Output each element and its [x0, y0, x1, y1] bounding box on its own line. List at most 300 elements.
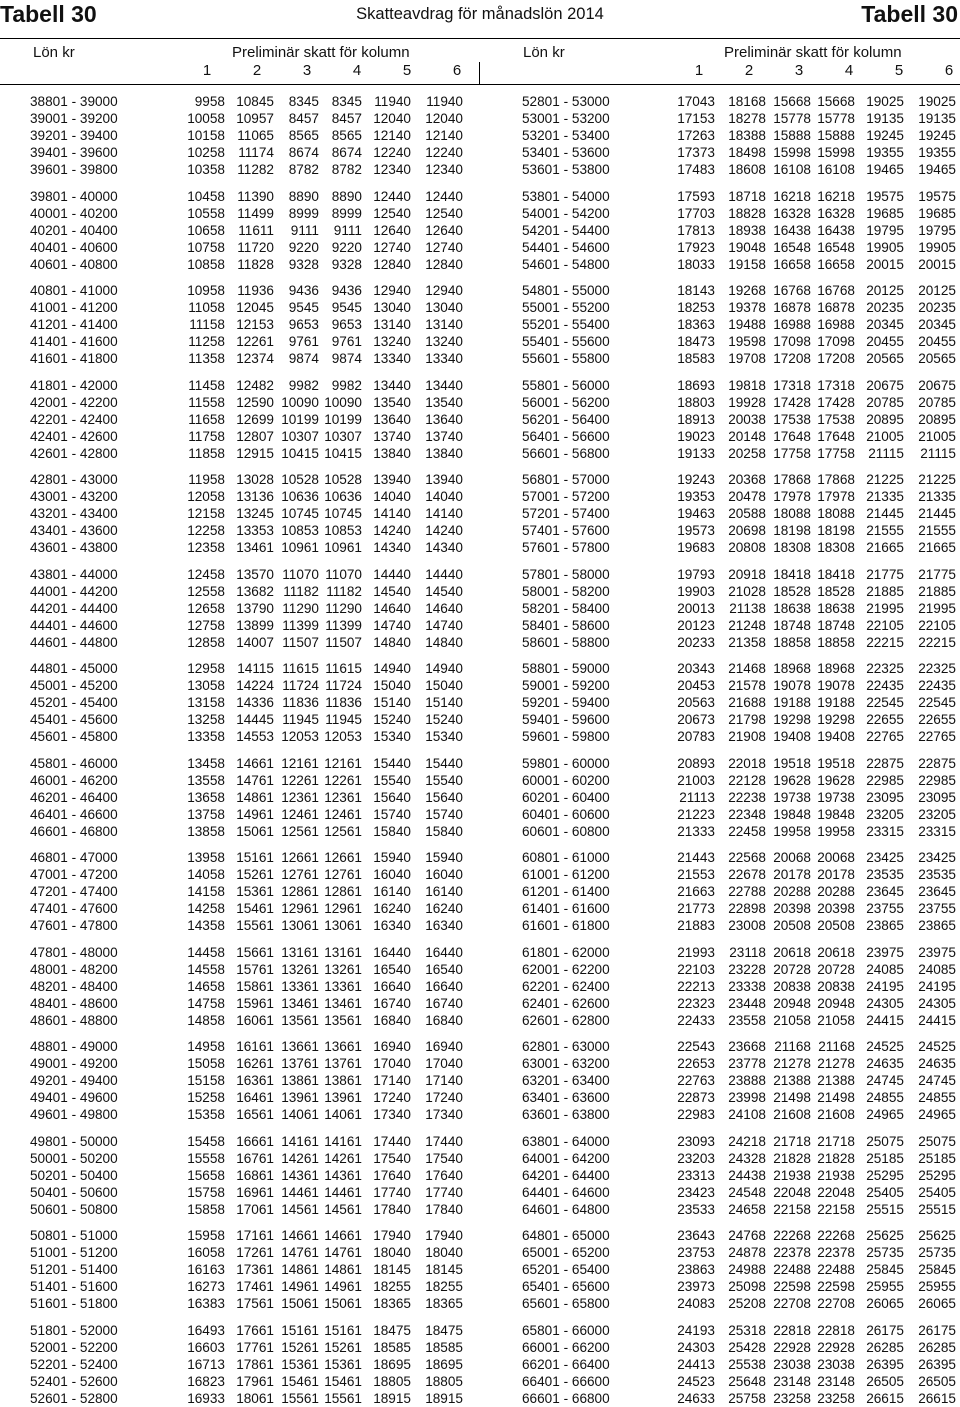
tax-cell-column-4: 12161 — [324, 755, 362, 771]
income-range: 42001 - 42200 — [30, 394, 118, 410]
tax-cell-column-5: 15440 — [373, 755, 411, 771]
tax-cell-column-4: 15778 — [817, 111, 855, 126]
tax-cell-column-4: 15888 — [817, 128, 855, 143]
tax-cell-column-3: 20178 — [773, 867, 811, 882]
tax-cell-column-5: 19575 — [866, 188, 904, 204]
income-range: 63801 - 64000 — [522, 1133, 610, 1149]
income-range: 51801 - 52000 — [30, 1322, 118, 1338]
tax-cell-column-5: 15140 — [373, 695, 411, 710]
tax-cell-column-5: 22105 — [866, 617, 904, 633]
tax-cell-column-4: 18418 — [817, 566, 855, 582]
table-row — [0, 694, 960, 711]
tax-cell-column-3: 22598 — [773, 1279, 811, 1294]
table-row — [0, 978, 960, 995]
tax-cell-column-1: 24413 — [677, 1356, 715, 1372]
income-range: 59601 - 59800 — [522, 729, 610, 744]
tax-cell-column-2: 15161 — [236, 850, 274, 865]
tax-cell-column-1: 21553 — [677, 867, 715, 882]
table-row — [0, 1373, 960, 1390]
tax-cell-column-1: 22323 — [677, 995, 715, 1011]
tax-cell-column-6: 21665 — [918, 540, 956, 555]
tax-cell-column-3: 12861 — [281, 884, 319, 899]
income-range: 39401 - 39600 — [30, 145, 118, 160]
income-range: 60601 - 60800 — [522, 823, 610, 839]
income-range: 49801 - 50000 — [30, 1133, 118, 1149]
tax-cell-column-1: 19903 — [677, 583, 715, 599]
tax-cell-column-6: 21335 — [918, 489, 956, 504]
tax-cell-column-1: 13258 — [187, 712, 225, 727]
tax-cell-column-5: 18915 — [373, 1390, 411, 1406]
tax-cell-column-2: 18061 — [236, 1390, 274, 1406]
tax-cell-column-1: 13458 — [187, 755, 225, 771]
tax-cell-column-5: 19355 — [866, 145, 904, 160]
tax-cell-column-5: 18255 — [373, 1279, 411, 1294]
tax-cell-column-3: 18418 — [773, 566, 811, 582]
table-row — [0, 394, 960, 411]
tax-cell-column-2: 24878 — [728, 1245, 766, 1260]
table-row — [0, 1133, 960, 1150]
tax-cell-column-4: 10307 — [324, 428, 362, 444]
tax-cell-column-4: 19738 — [817, 789, 855, 805]
tax-cell-column-3: 16328 — [773, 205, 811, 221]
tax-cell-column-6: 22875 — [918, 755, 956, 771]
tax-cell-column-4: 11724 — [325, 678, 362, 693]
tax-cell-column-3: 22268 — [773, 1228, 811, 1243]
tax-cell-column-1: 15458 — [187, 1133, 225, 1149]
tax-cell-column-3: 13761 — [281, 1056, 319, 1071]
tax-cell-column-2: 25648 — [728, 1373, 766, 1389]
tax-cell-column-2: 11390 — [237, 188, 274, 204]
tax-cell-column-2: 19048 — [728, 239, 766, 255]
tax-cell-column-3: 17758 — [773, 445, 811, 461]
tax-cell-column-2: 17161 — [236, 1228, 274, 1243]
income-range: 66201 - 66400 — [522, 1356, 610, 1372]
tax-cell-column-6: 17740 — [425, 1184, 463, 1200]
tax-cell-column-1: 13958 — [187, 850, 225, 865]
income-range: 42201 - 42400 — [30, 411, 118, 427]
tax-cell-column-4: 18308 — [817, 540, 855, 555]
tax-cell-column-2: 14553 — [236, 729, 274, 744]
table-row — [0, 505, 960, 522]
tax-cell-column-2: 24328 — [728, 1150, 766, 1166]
tax-cell-column-3: 20288 — [773, 884, 811, 899]
tax-cell-column-4: 16218 — [817, 188, 855, 204]
tax-cell-column-5: 19245 — [866, 128, 904, 143]
column-number: 4 — [844, 62, 854, 79]
tax-cell-column-1: 22543 — [677, 1039, 715, 1054]
tax-cell-column-5: 15840 — [373, 823, 411, 839]
tax-cell-column-2: 22018 — [728, 755, 766, 771]
income-range: 39801 - 40000 — [30, 188, 118, 204]
tax-cell-column-1: 17593 — [677, 188, 715, 204]
tax-cell-column-4: 9545 — [331, 300, 362, 315]
tax-cell-column-3: 13661 — [281, 1039, 319, 1054]
tax-cell-column-2: 25208 — [728, 1296, 766, 1311]
tax-cell-column-4: 14561 — [324, 1201, 362, 1217]
tax-cell-column-3: 20398 — [773, 901, 811, 916]
tax-cell-column-2: 12153 — [236, 317, 274, 332]
income-range: 45001 - 45200 — [30, 678, 118, 693]
income-range: 41601 - 41800 — [30, 351, 118, 366]
tax-cell-column-6: 25735 — [918, 1245, 956, 1260]
tax-cell-column-1: 20893 — [677, 755, 715, 771]
tax-cell-column-5: 22875 — [866, 755, 904, 771]
tax-cell-column-3: 17648 — [773, 428, 811, 444]
table-row — [0, 411, 960, 428]
tax-cell-column-4: 19518 — [817, 755, 855, 771]
tax-cell-column-4: 21608 — [817, 1107, 855, 1122]
income-range: 45601 - 45800 — [30, 729, 118, 744]
tax-cell-column-3: 21498 — [773, 1090, 811, 1105]
tax-cell-column-1: 24523 — [677, 1373, 715, 1389]
tax-cell-column-3: 22708 — [773, 1296, 811, 1311]
tax-cell-column-2: 16161 — [236, 1039, 274, 1054]
tax-cell-column-3: 8782 — [288, 162, 319, 177]
tax-cell-column-3: 14061 — [281, 1107, 319, 1122]
tax-cell-column-6: 22545 — [918, 695, 956, 710]
tax-cell-column-6: 14040 — [425, 489, 463, 504]
row-group — [0, 755, 960, 840]
tax-cell-column-6: 20345 — [918, 317, 956, 332]
tax-cell-column-3: 13861 — [281, 1073, 319, 1088]
tax-cell-column-6: 16040 — [425, 867, 463, 882]
tax-cell-column-2: 13682 — [236, 583, 274, 599]
tax-cell-column-5: 20785 — [866, 394, 904, 410]
tax-cell-column-4: 18198 — [817, 523, 855, 538]
income-range: 56001 - 56200 — [522, 394, 610, 410]
tax-cell-column-2: 19598 — [728, 334, 766, 349]
tax-cell-column-3: 9653 — [288, 317, 319, 332]
tax-cell-column-6: 12140 — [425, 128, 463, 143]
tax-cell-column-3: 15161 — [281, 1322, 319, 1338]
tax-cell-column-4: 17208 — [817, 351, 855, 366]
tax-cell-column-4: 23258 — [817, 1390, 855, 1406]
tax-cell-column-2: 11720 — [237, 239, 274, 255]
tax-cell-column-5: 17340 — [373, 1107, 411, 1122]
tax-cell-column-3: 12761 — [281, 867, 319, 882]
tax-cell-column-5: 13640 — [373, 411, 411, 427]
tax-cell-column-4: 18748 — [817, 617, 855, 633]
tax-cell-column-4: 11182 — [326, 583, 362, 599]
tax-cell-column-3: 13161 — [281, 944, 319, 960]
tax-cell-column-2: 23008 — [728, 918, 766, 933]
tax-cell-column-1: 16823 — [187, 1373, 225, 1389]
tax-cell-column-5: 19135 — [866, 111, 904, 126]
tax-cell-column-5: 12240 — [373, 145, 411, 160]
tax-cell-column-1: 10758 — [187, 239, 225, 255]
tax-cell-column-6: 16340 — [425, 918, 463, 933]
tax-cell-column-3: 15668 — [773, 94, 811, 109]
income-range: 50601 - 50800 — [30, 1201, 118, 1217]
row-group — [0, 377, 960, 462]
tax-cell-column-1: 15258 — [187, 1090, 225, 1105]
income-range: 60001 - 60200 — [522, 772, 610, 788]
income-range: 54001 - 54200 — [522, 205, 610, 221]
tax-header-right: Preliminär skatt för kolumn — [724, 44, 902, 61]
tax-cell-column-1: 23093 — [677, 1133, 715, 1149]
tax-cell-column-2: 24658 — [728, 1201, 766, 1217]
tax-cell-column-5: 21445 — [866, 506, 904, 521]
tax-cell-column-5: 15740 — [373, 806, 411, 822]
income-range: 64201 - 64400 — [522, 1167, 610, 1183]
tax-cell-column-1: 16163 — [187, 1262, 225, 1277]
tax-cell-column-3: 21938 — [773, 1167, 811, 1183]
income-range: 42801 - 43000 — [30, 472, 118, 487]
tax-cell-column-6: 14240 — [425, 523, 463, 538]
tax-cell-column-6: 19135 — [918, 111, 956, 126]
tax-cell-column-1: 10858 — [187, 256, 225, 272]
income-range: 55401 - 55600 — [522, 334, 610, 349]
tax-cell-column-5: 14140 — [373, 506, 411, 521]
tax-cell-column-2: 13245 — [236, 506, 274, 521]
tax-cell-column-2: 13136 — [236, 489, 274, 504]
tax-cell-column-6: 25295 — [918, 1167, 956, 1183]
tax-cell-column-3: 10415 — [281, 445, 319, 461]
table-row — [0, 849, 960, 866]
table-row — [0, 1072, 960, 1089]
tax-cell-column-4: 12361 — [324, 789, 362, 805]
tax-cell-column-3: 8999 — [288, 205, 319, 221]
tax-cell-column-6: 20675 — [918, 377, 956, 393]
tax-cell-column-2: 13790 — [236, 600, 274, 616]
tax-cell-column-6: 24855 — [918, 1090, 956, 1105]
tax-cell-column-3: 20948 — [773, 995, 811, 1011]
tax-cell-column-3: 16658 — [773, 256, 811, 272]
tax-cell-column-5: 26395 — [866, 1356, 904, 1372]
tax-cell-column-1: 18253 — [677, 300, 715, 315]
table-row — [0, 1356, 960, 1373]
income-range: 50201 - 50400 — [30, 1167, 118, 1183]
tax-cell-column-1: 18803 — [677, 394, 715, 410]
tax-cell-column-6: 13840 — [425, 445, 463, 461]
tax-cell-column-3: 19408 — [773, 729, 811, 744]
tax-cell-column-2: 12807 — [236, 428, 274, 444]
tax-cell-column-2: 20148 — [728, 428, 766, 444]
tax-cell-column-4: 22048 — [817, 1184, 855, 1200]
tax-cell-column-2: 18168 — [728, 94, 766, 109]
tax-cell-column-5: 23975 — [866, 944, 904, 960]
tax-cell-column-5: 24855 — [866, 1090, 904, 1105]
tax-cell-column-5: 25845 — [866, 1262, 904, 1277]
income-range: 51201 - 51400 — [30, 1262, 118, 1277]
tax-cell-column-6: 26065 — [918, 1296, 956, 1311]
tax-cell-column-3: 14961 — [281, 1279, 319, 1294]
tax-cell-column-5: 25405 — [866, 1184, 904, 1200]
tax-cell-column-4: 12561 — [324, 823, 362, 839]
table-row — [0, 617, 960, 634]
tax-cell-column-3: 18528 — [773, 583, 811, 599]
income-range: 63201 - 63400 — [522, 1073, 610, 1088]
tax-cell-column-2: 10845 — [236, 94, 274, 109]
tax-cell-column-5: 21775 — [866, 566, 904, 582]
income-range: 54201 - 54400 — [522, 222, 610, 238]
tax-cell-column-4: 13061 — [324, 918, 362, 933]
tax-cell-column-2: 22238 — [728, 789, 766, 805]
income-range: 62201 - 62400 — [522, 978, 610, 994]
tax-cell-column-4: 14461 — [324, 1184, 362, 1200]
tax-cell-column-6: 17140 — [425, 1073, 463, 1088]
income-range: 53201 - 53400 — [522, 128, 610, 143]
tax-cell-column-6: 26285 — [918, 1339, 956, 1355]
income-range: 50801 - 51000 — [30, 1228, 118, 1243]
tax-cell-column-1: 15758 — [187, 1184, 225, 1200]
tax-cell-column-6: 15640 — [425, 789, 463, 805]
income-range: 51601 - 51800 — [30, 1296, 118, 1311]
tax-cell-column-2: 13570 — [236, 566, 274, 582]
tax-cell-column-4: 16878 — [817, 300, 855, 315]
tax-cell-column-1: 11258 — [188, 334, 225, 349]
tax-cell-column-5: 15540 — [373, 772, 411, 788]
tax-cell-column-5: 18365 — [373, 1296, 411, 1311]
tax-cell-column-1: 15658 — [187, 1167, 225, 1183]
tax-cell-column-4: 9761 — [331, 334, 362, 349]
tax-cell-column-6: 17940 — [425, 1228, 463, 1243]
tax-cell-column-6: 12740 — [425, 239, 463, 255]
tax-cell-column-5: 17540 — [373, 1150, 411, 1166]
tax-cell-column-1: 20673 — [677, 712, 715, 727]
tax-cell-column-5: 18475 — [373, 1322, 411, 1338]
tax-cell-column-5: 13540 — [373, 394, 411, 410]
tax-cell-column-2: 13899 — [236, 617, 274, 633]
tax-cell-column-1: 22433 — [677, 1012, 715, 1028]
income-range: 46201 - 46400 — [30, 789, 118, 805]
table-row — [0, 1201, 960, 1218]
table-row — [0, 660, 960, 677]
tax-cell-column-4: 22818 — [817, 1322, 855, 1338]
table-row — [0, 1339, 960, 1356]
tax-cell-column-5: 15240 — [373, 712, 411, 727]
tax-cell-column-5: 22435 — [866, 678, 904, 693]
tax-cell-column-6: 23975 — [918, 944, 956, 960]
tax-cell-column-4: 17098 — [817, 334, 855, 349]
tax-cell-column-6: 23645 — [918, 884, 956, 899]
income-range: 64601 - 64800 — [522, 1201, 610, 1217]
tax-cell-column-1: 19243 — [677, 472, 715, 487]
tax-cell-column-2: 22568 — [728, 850, 766, 865]
tax-cell-column-3: 19298 — [773, 712, 811, 727]
tax-cell-column-4: 11399 — [325, 617, 362, 633]
tax-cell-column-1: 17923 — [677, 239, 715, 255]
tax-cell-column-3: 23038 — [773, 1356, 811, 1372]
tax-cell-column-3: 12261 — [281, 772, 319, 788]
tax-cell-column-1: 20013 — [677, 600, 715, 616]
tax-cell-column-6: 16440 — [425, 944, 463, 960]
tax-cell-column-3: 18638 — [773, 600, 811, 616]
tax-cell-column-6: 22215 — [918, 634, 956, 650]
tax-cell-column-5: 16340 — [373, 918, 411, 933]
tax-cell-column-1: 12358 — [187, 540, 225, 555]
tax-cell-column-5: 24085 — [866, 961, 904, 977]
tax-cell-column-1: 23533 — [677, 1201, 715, 1217]
tax-cell-column-5: 16840 — [373, 1012, 411, 1028]
tax-cell-column-3: 22818 — [773, 1322, 811, 1338]
table-row — [0, 711, 960, 728]
table-row — [0, 1106, 960, 1123]
tax-cell-column-1: 14658 — [187, 978, 225, 994]
tax-cell-column-1: 18913 — [677, 411, 715, 427]
tax-cell-column-4: 17318 — [817, 377, 855, 393]
tax-cell-column-1: 14358 — [187, 918, 225, 933]
tax-cell-column-6: 15740 — [425, 806, 463, 822]
income-range: 43601 - 43800 — [30, 540, 118, 555]
tax-cell-column-1: 21993 — [677, 944, 715, 960]
tax-cell-column-6: 15340 — [425, 729, 463, 744]
tax-cell-column-5: 21335 — [866, 489, 904, 504]
income-range: 44401 - 44600 — [30, 617, 118, 633]
tax-cell-column-6: 18255 — [425, 1279, 463, 1294]
tax-cell-column-1: 11658 — [188, 411, 225, 427]
tax-cell-column-6: 18915 — [425, 1390, 463, 1406]
tax-cell-column-1: 20453 — [677, 678, 715, 693]
tax-cell-column-1: 21223 — [677, 806, 715, 822]
tax-cell-column-1: 13558 — [187, 772, 225, 788]
tax-cell-column-6: 25955 — [918, 1279, 956, 1294]
tax-cell-column-5: 26615 — [866, 1390, 904, 1406]
income-range: 48801 - 49000 — [30, 1039, 118, 1054]
table-row — [0, 961, 960, 978]
tax-cell-column-6: 25185 — [918, 1150, 956, 1166]
tax-cell-column-2: 23228 — [728, 961, 766, 977]
tax-cell-column-3: 17978 — [773, 489, 811, 504]
header-bottom-rule — [0, 84, 960, 85]
tax-cell-column-6: 21995 — [918, 600, 956, 616]
income-range: 61201 - 61400 — [522, 884, 610, 899]
tax-cell-column-3: 19958 — [773, 823, 811, 839]
table-row — [0, 1295, 960, 1312]
income-range: 41801 - 42000 — [30, 377, 118, 393]
tax-cell-column-4: 19078 — [817, 678, 855, 693]
table-row — [0, 1244, 960, 1261]
tax-cell-column-5: 12540 — [373, 205, 411, 221]
tax-cell-column-3: 19848 — [773, 806, 811, 822]
tax-cell-column-3: 16768 — [773, 283, 811, 298]
tax-cell-column-4: 11290 — [325, 600, 362, 616]
tax-cell-column-6: 16740 — [425, 995, 463, 1011]
tax-cell-column-1: 11358 — [188, 351, 225, 366]
tax-cell-column-6: 14940 — [425, 661, 463, 676]
tax-cell-column-6: 19245 — [918, 128, 956, 143]
tax-cell-column-4: 15061 — [324, 1296, 362, 1311]
tax-cell-column-5: 24415 — [866, 1012, 904, 1028]
tax-cell-column-4: 16438 — [817, 222, 855, 238]
tax-cell-column-4: 13661 — [324, 1039, 362, 1054]
table-row — [0, 1167, 960, 1184]
tax-cell-column-3: 18198 — [773, 523, 811, 538]
tax-cell-column-2: 16061 — [236, 1012, 274, 1028]
tax-cell-column-2: 22678 — [728, 867, 766, 882]
tax-cell-column-3: 10307 — [281, 428, 319, 444]
tax-cell-column-5: 21005 — [866, 428, 904, 444]
tax-cell-column-3: 10090 — [281, 394, 319, 410]
tax-cell-column-3: 9545 — [288, 300, 319, 315]
tax-cell-column-6: 18365 — [425, 1296, 463, 1311]
tax-cell-column-5: 23865 — [866, 918, 904, 933]
table-row — [0, 350, 960, 367]
tax-cell-column-6: 13740 — [425, 428, 463, 444]
tax-cell-column-6: 15540 — [425, 772, 463, 788]
tax-cell-column-5: 17840 — [373, 1201, 411, 1217]
income-range: 65401 - 65600 — [522, 1279, 610, 1294]
income-range: 48201 - 48400 — [30, 978, 118, 994]
tax-cell-column-6: 13640 — [425, 411, 463, 427]
tax-cell-column-3: 15361 — [281, 1356, 319, 1372]
table-row — [0, 282, 960, 299]
tax-cell-column-2: 15761 — [236, 961, 274, 977]
tax-cell-column-5: 14540 — [373, 583, 411, 599]
income-range: 47601 - 47800 — [30, 918, 118, 933]
tax-cell-column-5: 15940 — [373, 850, 411, 865]
tax-cell-column-2: 14861 — [236, 789, 274, 805]
